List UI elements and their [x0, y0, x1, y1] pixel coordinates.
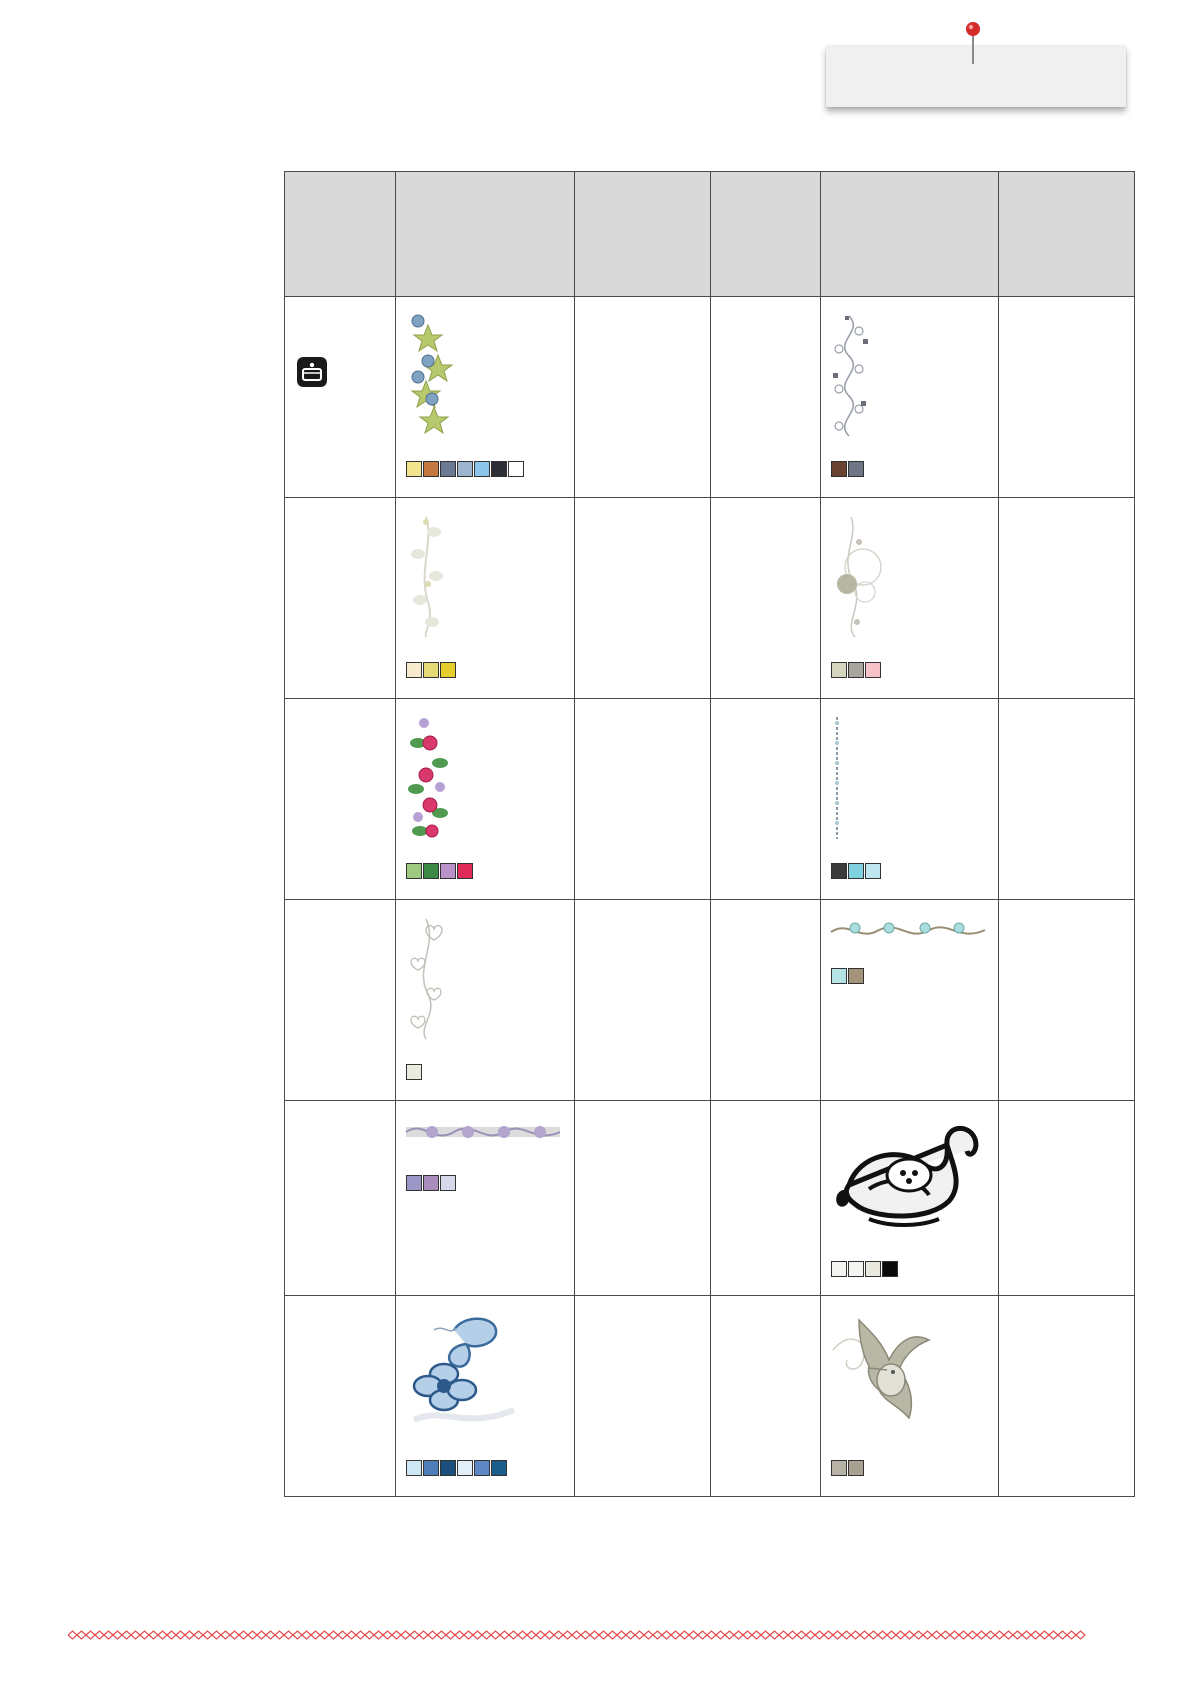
design-cell: [396, 1296, 575, 1497]
color-swatch: [848, 968, 864, 984]
star-vine-border: [404, 311, 464, 441]
color-swatch: [491, 461, 507, 477]
color-swatch: [423, 1175, 439, 1191]
color-swatch: [848, 863, 864, 879]
color-swatch: [423, 1460, 439, 1476]
design-table: [284, 171, 1135, 1497]
row-marker-cell: [285, 1296, 396, 1497]
swan-lace-motif: [829, 1115, 989, 1235]
design-cell: [821, 297, 999, 498]
row-marker-cell: [285, 297, 396, 498]
color-swatch: [457, 461, 473, 477]
color-swatch: [440, 1460, 456, 1476]
color-swatches: [831, 863, 881, 879]
color-swatch: [423, 863, 439, 879]
row-marker-cell: [285, 900, 396, 1101]
header-cell: [999, 172, 1135, 297]
table-row: [285, 699, 1135, 900]
butterfly-flower-lace: [404, 1310, 524, 1435]
design-cell: [396, 900, 575, 1101]
color-swatch: [440, 863, 456, 879]
horizontal-lace-border: [404, 1115, 564, 1149]
header-cell: [575, 172, 711, 297]
empty-cell: [575, 498, 711, 699]
color-swatch: [491, 1460, 507, 1476]
empty-cell: [999, 699, 1135, 900]
empty-cell: [575, 900, 711, 1101]
color-swatch: [474, 461, 490, 477]
table-header-row: [285, 172, 1135, 297]
table-row: [285, 498, 1135, 699]
row-marker-cell: [285, 699, 396, 900]
color-swatch: [831, 968, 847, 984]
color-swatches: [406, 863, 473, 879]
color-swatch: [406, 662, 422, 678]
color-swatch: [831, 662, 847, 678]
color-swatches: [831, 1261, 898, 1277]
color-swatch: [848, 1261, 864, 1277]
color-swatches: [406, 662, 456, 678]
empty-cell: [711, 297, 821, 498]
color-swatch: [865, 662, 881, 678]
color-swatches: [406, 1064, 422, 1080]
empty-cell: [999, 498, 1135, 699]
table-row: [285, 1101, 1135, 1296]
decorative-border-line: [68, 1628, 1088, 1642]
design-cell: [821, 699, 999, 900]
hummingbird-lace: [829, 1310, 949, 1435]
heart-vine-border: [404, 914, 454, 1044]
color-swatches: [831, 461, 864, 477]
color-swatch: [474, 1460, 490, 1476]
design-cell: [396, 297, 575, 498]
empty-cell: [711, 1296, 821, 1497]
design-cell: [821, 900, 999, 1101]
horizontal-flower-border: [829, 914, 989, 944]
empty-cell: [575, 297, 711, 498]
empty-cell: [999, 1101, 1135, 1296]
color-swatch: [831, 1460, 847, 1476]
table-row: [285, 1296, 1135, 1497]
color-swatch: [406, 1460, 422, 1476]
color-swatch: [831, 1261, 847, 1277]
color-swatch: [440, 662, 456, 678]
empty-cell: [575, 1101, 711, 1296]
header-cell: [711, 172, 821, 297]
circle-swirl-vine: [829, 512, 889, 642]
color-swatches: [831, 662, 881, 678]
header-cell: [285, 172, 396, 297]
empty-cell: [575, 1296, 711, 1497]
color-swatch: [831, 461, 847, 477]
design-cell: [396, 1101, 575, 1296]
rose-vine-border: [404, 713, 464, 843]
color-swatch: [440, 461, 456, 477]
beaded-chain-border: [829, 713, 849, 843]
header-cell: [821, 172, 999, 297]
color-swatch: [848, 662, 864, 678]
color-swatch: [423, 461, 439, 477]
color-swatch: [406, 863, 422, 879]
empty-cell: [999, 1296, 1135, 1497]
row-marker-cell: [285, 498, 396, 699]
design-cell: [396, 498, 575, 699]
color-swatch: [865, 1261, 881, 1277]
empty-cell: [575, 699, 711, 900]
design-cell: [821, 498, 999, 699]
color-swatches: [831, 1460, 864, 1476]
empty-cell: [999, 900, 1135, 1101]
color-swatch: [848, 1460, 864, 1476]
color-swatch: [848, 461, 864, 477]
row-marker-cell: [285, 1101, 396, 1296]
color-swatch: [406, 461, 422, 477]
color-swatches: [406, 1460, 507, 1476]
color-swatch: [440, 1175, 456, 1191]
scroll-vine-border: [829, 311, 879, 441]
pin-icon: [960, 20, 986, 66]
empty-cell: [711, 900, 821, 1101]
color-swatch: [865, 863, 881, 879]
color-swatch: [423, 662, 439, 678]
header-cell: [396, 172, 575, 297]
design-cell: [821, 1101, 999, 1296]
empty-cell: [711, 1101, 821, 1296]
color-swatch: [406, 1175, 422, 1191]
empty-cell: [999, 297, 1135, 498]
design-cell: [821, 1296, 999, 1497]
color-swatches: [406, 1175, 456, 1191]
sewing-machine-icon: [297, 357, 327, 387]
pale-floral-vine: [404, 512, 454, 642]
color-swatch: [831, 863, 847, 879]
color-swatch: [457, 1460, 473, 1476]
design-cell: [396, 699, 575, 900]
color-swatch: [457, 863, 473, 879]
color-swatch: [508, 461, 524, 477]
color-swatches: [831, 968, 864, 984]
color-swatch: [406, 1064, 422, 1080]
table-row: [285, 297, 1135, 498]
color-swatches: [406, 461, 524, 477]
color-swatch: [882, 1261, 898, 1277]
empty-cell: [711, 498, 821, 699]
table-row: [285, 900, 1135, 1101]
empty-cell: [711, 699, 821, 900]
